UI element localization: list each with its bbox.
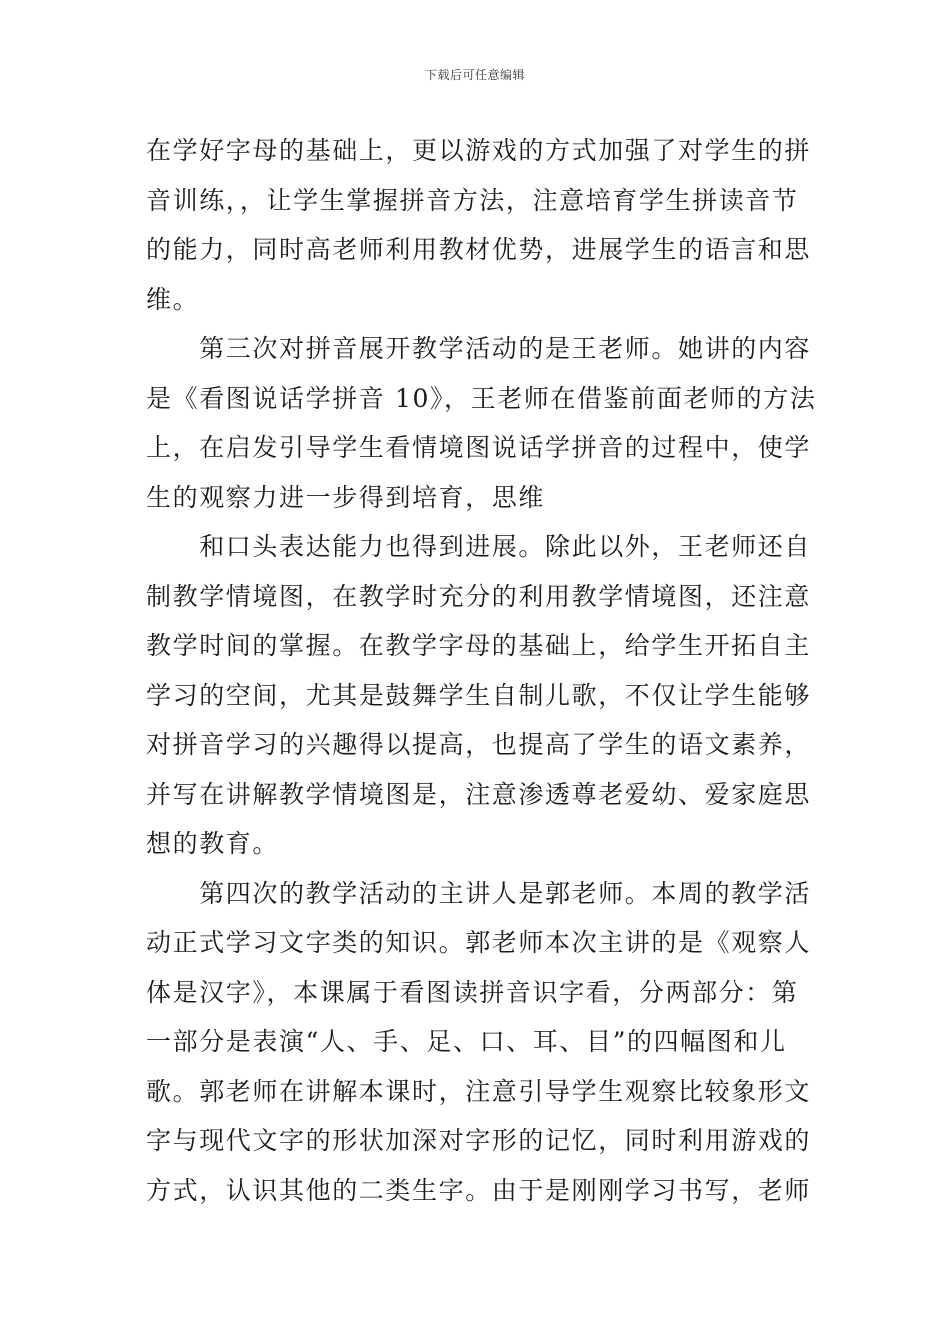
text-line: 教学时间的掌握。在教学字母的基础上，给学生开拓自主 xyxy=(146,631,812,660)
text-line: 第四次的教学活动的主讲人是郭老师。本周的教学活 xyxy=(146,878,812,908)
text-line: 动正式学习文字类的知识。郭老师本次主讲的是《观察人 xyxy=(146,928,812,957)
text-line: 维。 xyxy=(146,284,200,314)
text-line: 想的教育。 xyxy=(146,829,280,858)
paragraph-1 xyxy=(146,126,812,324)
paragraph-2 xyxy=(146,324,817,522)
text-line: 生的观察力进一步得到培育，思维 xyxy=(146,482,546,512)
text-line: 学习的空间，尤其是鼓舞学生自制儿歌，不仅让学生能够 xyxy=(146,680,812,710)
document-body xyxy=(146,126,817,1215)
text-line: 的能力，同时高老师利用教材优势，进展学生的语言和思 xyxy=(146,235,812,264)
text-line: 上，在启发引导学生看情境图说话学拼音的过程中，使学 xyxy=(146,433,812,462)
text-line: 是《看图说话学拼音 10》，王老师在借鉴前面老师的方法 xyxy=(146,383,817,413)
text-line: 方式，认识其他的二类生字。由于是刚刚学习书写，老师 xyxy=(146,1175,812,1205)
text-line: 字与现代文字的形状加深对字形的记忆，同时利用游戏的 xyxy=(146,1126,812,1155)
text-line: 歌。郭老师在讲解本课时，注意引导学生观察比较象形文 xyxy=(146,1076,812,1106)
text-line: 对拼音学习的兴趣得以提高，也提高了学生的语文素养， xyxy=(146,730,812,759)
text-line: 并写在讲解教学情境图是，注意渗透尊老爱幼、爱家庭思 xyxy=(146,779,812,809)
paragraph-3 xyxy=(146,522,812,869)
text-line: 第三次对拼音展开教学活动的是王老师。她讲的内容 xyxy=(146,334,812,363)
text-line: 和口头表达能力也得到进展。除此以外，王老师还自 xyxy=(146,532,812,561)
text-line: 音训练，，让学生掌握拼音方法，注意培育学生拼读音节 xyxy=(146,185,799,215)
page-header: 下载后可任意编辑 xyxy=(424,68,525,82)
text-line: 体是汉字》，本课属于看图读拼音识字看，分两部分：第 xyxy=(146,977,799,1007)
text-line: 一部分是表演“人、手、足、口、耳、目”的四幅图和儿 xyxy=(146,1027,787,1056)
text-line: 在学好字母的基础上，更以游戏的方式加强了对学生的拼 xyxy=(146,136,812,165)
text-line: 制教学情境图，在教学时充分的利用教学情境图，还注意 xyxy=(146,581,812,611)
paragraph-4 xyxy=(146,869,812,1216)
